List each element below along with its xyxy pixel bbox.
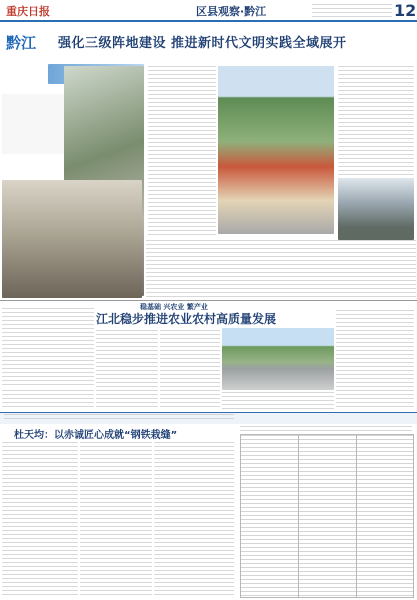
- masthead: [0, 0, 417, 22]
- second-story-column-4: [336, 310, 414, 410]
- lead-photo-right: [338, 178, 414, 240]
- lead-photo-center: [218, 66, 334, 234]
- second-story-column-3: [160, 330, 220, 410]
- lead-body-text: [146, 240, 416, 298]
- issue-meta: [312, 4, 392, 18]
- section-title: 区县观察·黔江: [196, 5, 267, 18]
- region-tag: 黔江: [6, 34, 37, 52]
- second-story-caption: [222, 392, 334, 410]
- second-story-headline: 江北稳步推进农业农村高质量发展: [96, 312, 277, 326]
- second-story-photo: [222, 328, 334, 390]
- second-story-column-2: [96, 330, 158, 410]
- section-divider: [0, 300, 417, 301]
- lead-photo-bottom-left: [2, 180, 142, 298]
- notice-title: [240, 426, 412, 432]
- second-story-kicker: 稳基础 兴农业 繁产业: [140, 303, 208, 311]
- second-story-column-1: [2, 308, 94, 388]
- banner-text: [4, 414, 234, 420]
- intro-box: [2, 94, 64, 154]
- third-story-column-2: [80, 442, 152, 598]
- third-story-headline: 杜天均：以赤诚匠心成就“钢铁栽缝”: [14, 430, 178, 441]
- third-story-column-1: [2, 442, 78, 598]
- third-story-column-3: [154, 442, 234, 598]
- newspaper-logo: 重庆日报: [6, 5, 50, 18]
- lead-headline: 强化三级阵地建设 推进新时代文明实践全域展开: [58, 36, 347, 51]
- notice-table: [240, 434, 414, 598]
- second-story-column-1b: [2, 390, 94, 408]
- page-number: 12: [394, 1, 417, 20]
- lead-column-text: [148, 66, 216, 236]
